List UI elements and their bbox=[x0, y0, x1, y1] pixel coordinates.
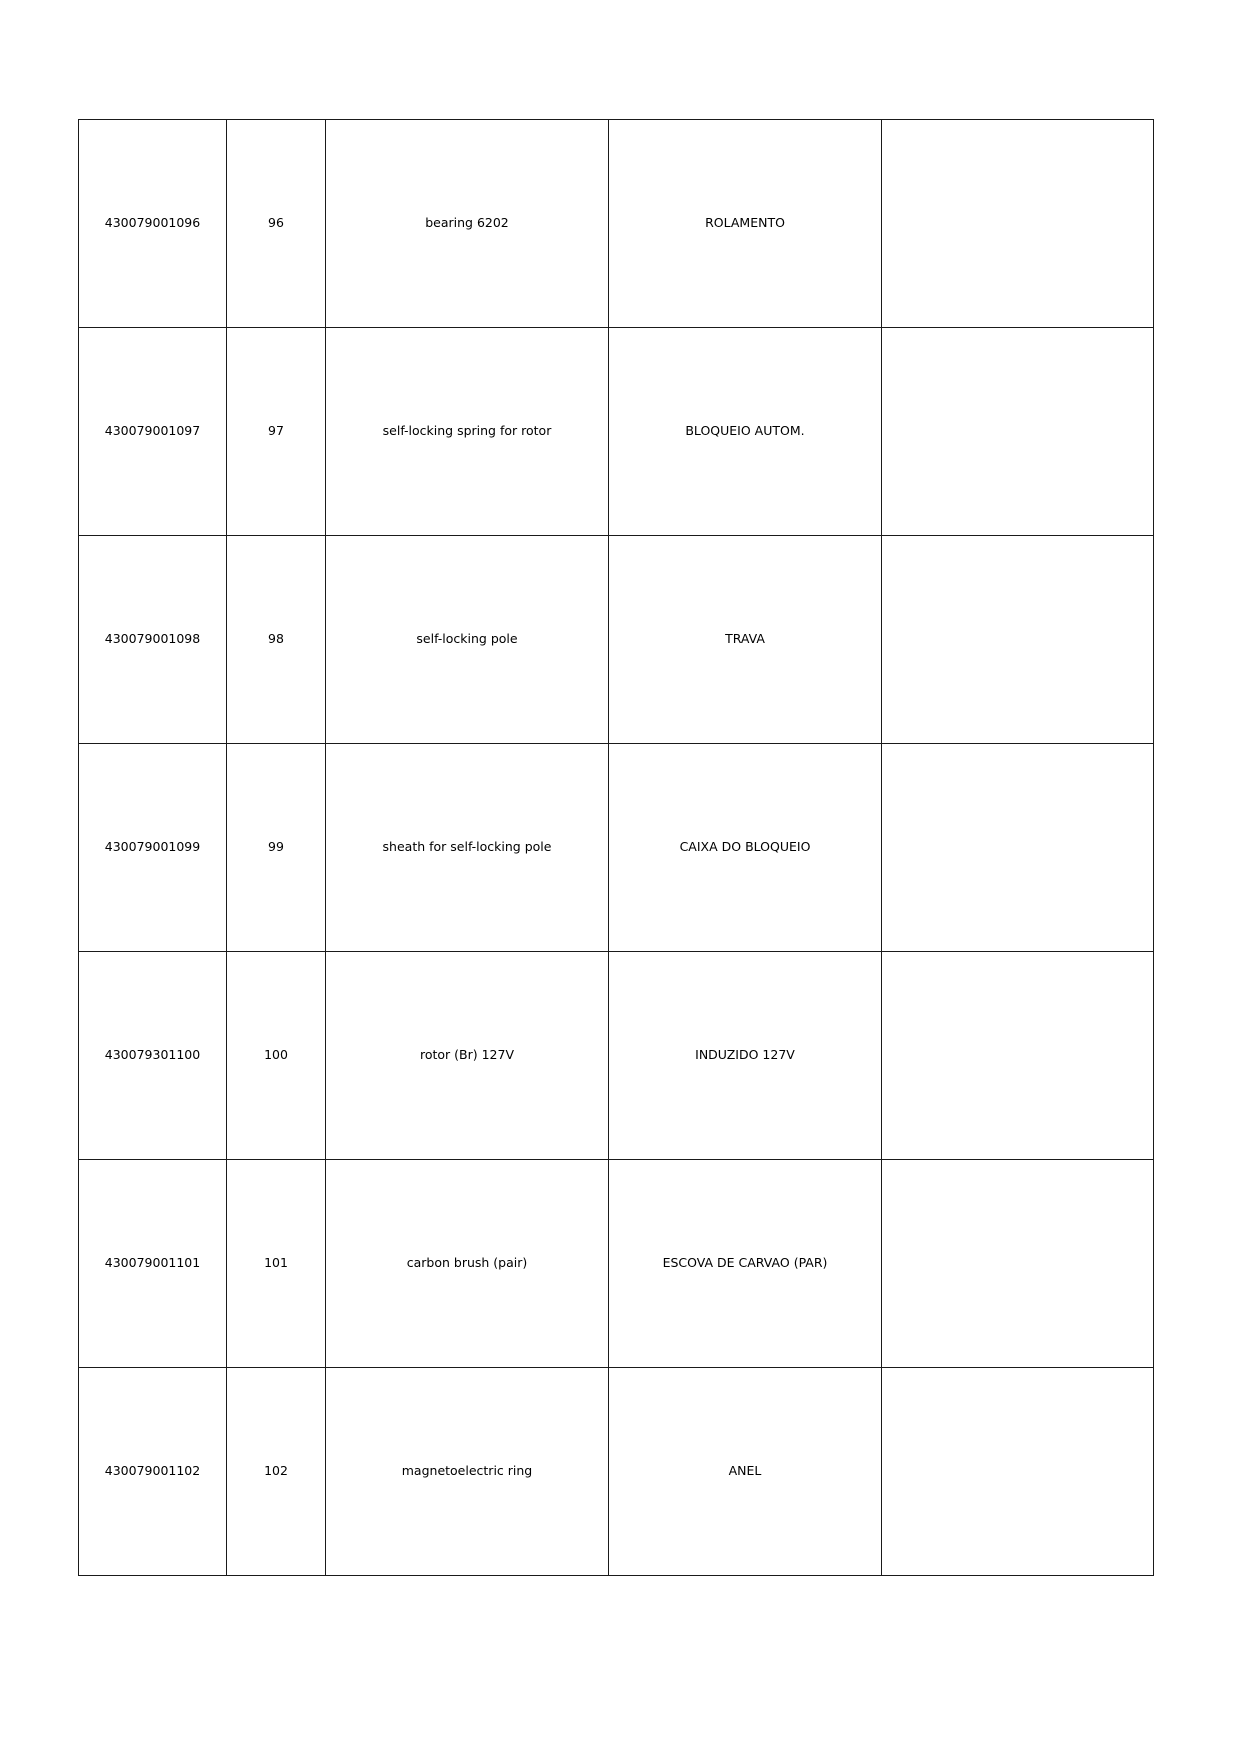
table-row bbox=[79, 328, 1154, 536]
part-position: 102 bbox=[227, 1368, 326, 1576]
table-row bbox=[79, 1160, 1154, 1368]
part-description-en: bearing 6202 bbox=[326, 120, 609, 328]
part-description-en: carbon brush (pair) bbox=[326, 1160, 609, 1368]
part-code: 430079001096 bbox=[79, 120, 227, 328]
part-position: 100 bbox=[227, 952, 326, 1160]
table-row bbox=[79, 536, 1154, 744]
part-code: 430079001098 bbox=[79, 536, 227, 744]
part-description-pt: ESCOVA DE CARVAO (PAR) bbox=[609, 1160, 882, 1368]
table-row bbox=[79, 744, 1154, 952]
part-description-pt: INDUZIDO 127V bbox=[609, 952, 882, 1160]
part-description-pt: TRAVA bbox=[609, 536, 882, 744]
part-description-pt: ROLAMENTO bbox=[609, 120, 882, 328]
part-description-en: self-locking pole bbox=[326, 536, 609, 744]
part-notes bbox=[882, 120, 1154, 328]
parts-table bbox=[78, 119, 1154, 1576]
part-position: 97 bbox=[227, 328, 326, 536]
table-row bbox=[79, 952, 1154, 1160]
part-notes bbox=[882, 1368, 1154, 1576]
part-description-en: magnetoelectric ring bbox=[326, 1368, 609, 1576]
part-code: 430079001097 bbox=[79, 328, 227, 536]
part-position: 101 bbox=[227, 1160, 326, 1368]
part-code: 430079001099 bbox=[79, 744, 227, 952]
part-code: 430079001102 bbox=[79, 1368, 227, 1576]
part-notes bbox=[882, 744, 1154, 952]
part-notes bbox=[882, 328, 1154, 536]
part-description-en: rotor (Br) 127V bbox=[326, 952, 609, 1160]
part-description-pt: ANEL bbox=[609, 1368, 882, 1576]
part-code: 430079301100 bbox=[79, 952, 227, 1160]
part-notes bbox=[882, 1160, 1154, 1368]
part-description-en: self-locking spring for rotor bbox=[326, 328, 609, 536]
part-description-en: sheath for self-locking pole bbox=[326, 744, 609, 952]
part-position: 98 bbox=[227, 536, 326, 744]
part-notes bbox=[882, 536, 1154, 744]
part-description-pt: CAIXA DO BLOQUEIO bbox=[609, 744, 882, 952]
part-position: 99 bbox=[227, 744, 326, 952]
part-position: 96 bbox=[227, 120, 326, 328]
table-row bbox=[79, 120, 1154, 328]
part-notes bbox=[882, 952, 1154, 1160]
table-row bbox=[79, 1368, 1154, 1576]
part-code: 430079001101 bbox=[79, 1160, 227, 1368]
part-description-pt: BLOQUEIO AUTOM. bbox=[609, 328, 882, 536]
